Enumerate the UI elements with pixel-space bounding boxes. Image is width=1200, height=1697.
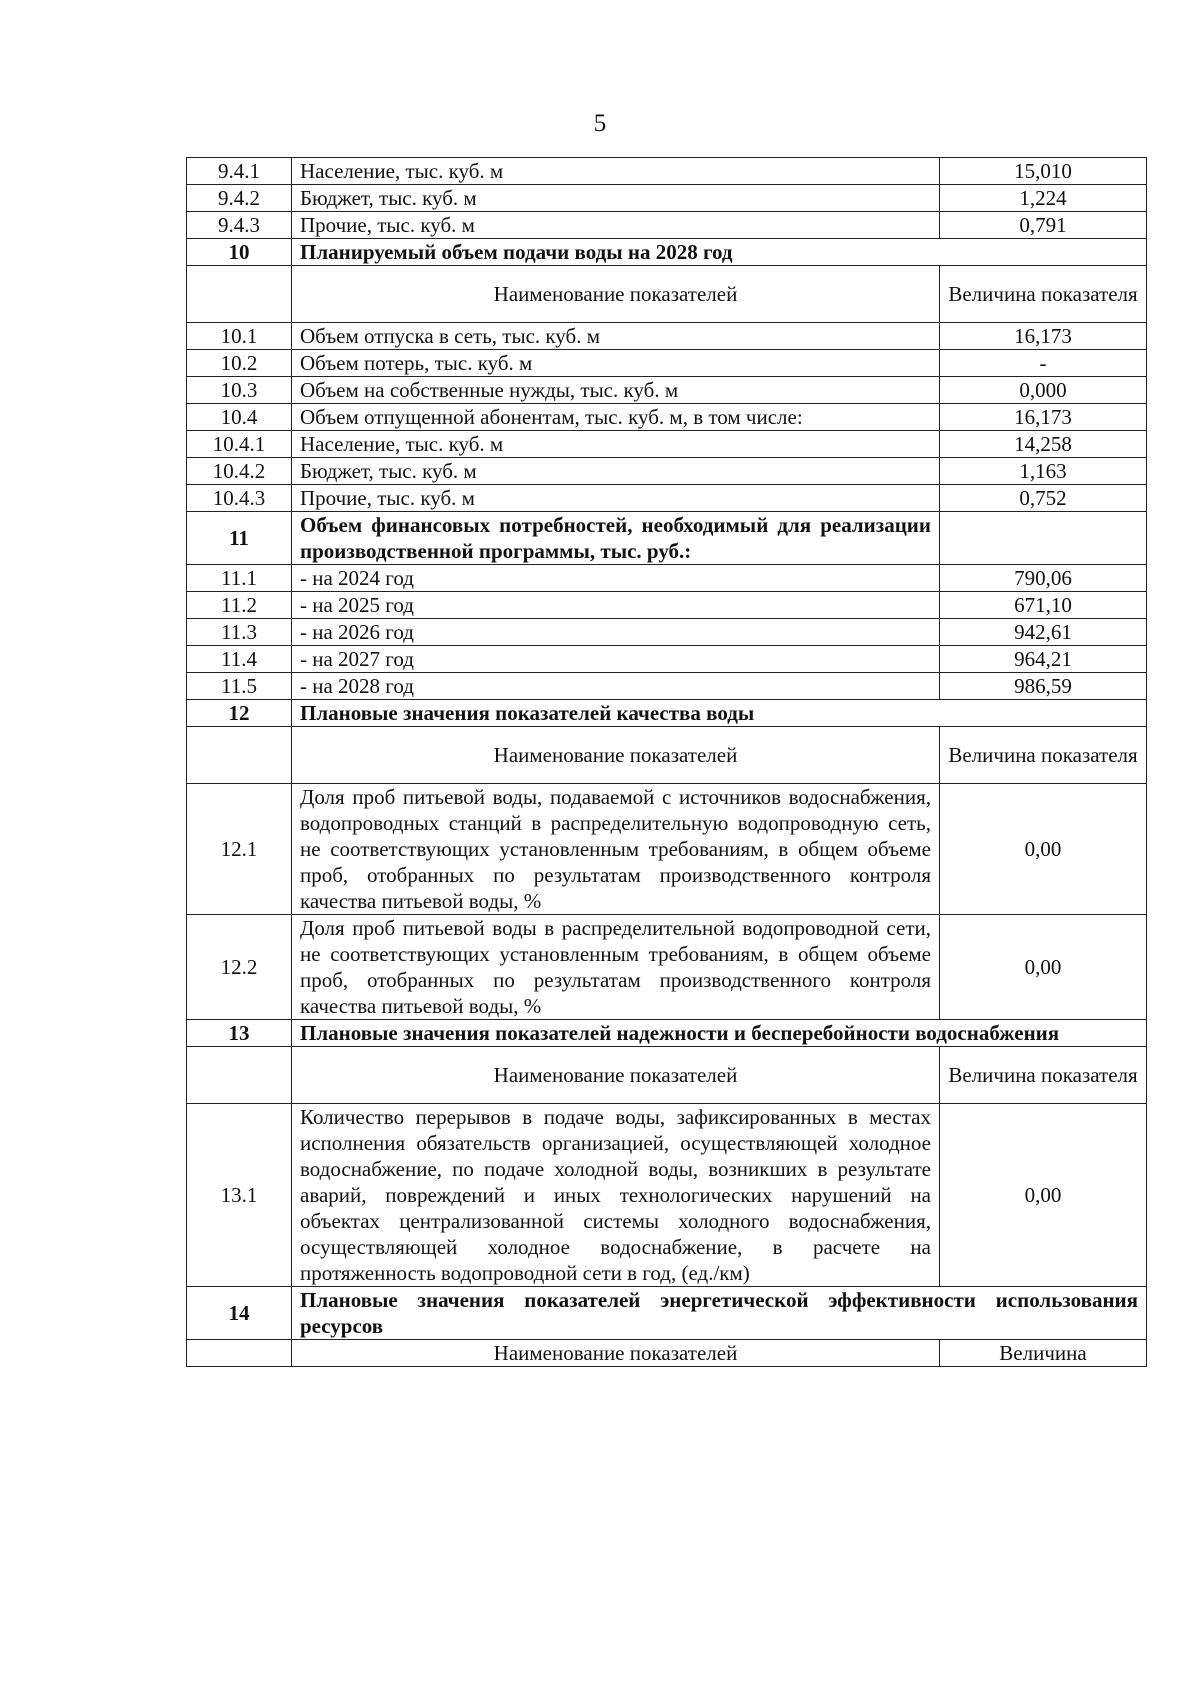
section-title: Объем финансовых потребностей, необходимый для реализации производственной программы, тыс. руб.: bbox=[292, 512, 940, 565]
table-row bbox=[187, 185, 1147, 212]
indicators-table bbox=[186, 157, 1147, 1367]
table-row bbox=[187, 915, 1147, 1020]
value-column-header: Величина показателя bbox=[940, 727, 1147, 784]
section-row bbox=[187, 1287, 1147, 1340]
table-row bbox=[187, 350, 1147, 377]
row-value: 1,163 bbox=[940, 458, 1147, 485]
row-name: Прочие, тыс. куб. м bbox=[292, 485, 940, 512]
table-row bbox=[187, 485, 1147, 512]
header-empty-cell bbox=[187, 266, 292, 323]
section-row bbox=[187, 239, 1147, 266]
row-name: Население, тыс. куб. м bbox=[292, 431, 940, 458]
row-value: 16,173 bbox=[940, 323, 1147, 350]
row-number: 10.4.1 bbox=[187, 431, 292, 458]
row-number: 11.4 bbox=[187, 646, 292, 673]
table-row bbox=[187, 158, 1147, 185]
table-row bbox=[187, 431, 1147, 458]
row-number: 11.3 bbox=[187, 619, 292, 646]
row-number: 9.4.3 bbox=[187, 212, 292, 239]
row-number: 11.5 bbox=[187, 673, 292, 700]
row-value: 790,06 bbox=[940, 565, 1147, 592]
row-name: - на 2024 год bbox=[292, 565, 940, 592]
row-name: Доля проб питьевой воды в распределительной водопроводной сети, не соответствующих установленным требованиям, в общем объеме проб, отобранных по результатам производственного контроля качества питьевой воды, % bbox=[292, 915, 940, 1020]
row-number: 12.2 bbox=[187, 915, 292, 1020]
row-name: Количество перерывов в подаче воды, зафиксированных в местах исполнения обязательств организацией, осуществляющей холодное водоснабжение, по подаче холодной воды, возникших в результате аварий, повреждений и иных технологических нарушений на объектах централизованной системы холодного водоснабжения, осуществляющей холодное водоснабжение, в расчете на протяженность водопроводной сети в год, (ед./км) bbox=[292, 1104, 940, 1287]
row-number: 11.2 bbox=[187, 592, 292, 619]
table-row bbox=[187, 1104, 1147, 1287]
name-column-header: Наименование показателей bbox=[292, 1340, 940, 1367]
section-number: 14 bbox=[187, 1287, 292, 1340]
column-header-row bbox=[187, 1340, 1147, 1367]
table-row bbox=[187, 646, 1147, 673]
table-row bbox=[187, 673, 1147, 700]
row-name: - на 2028 год bbox=[292, 673, 940, 700]
table-row bbox=[187, 565, 1147, 592]
name-column-header: Наименование показателей bbox=[292, 266, 940, 323]
row-number: 10.2 bbox=[187, 350, 292, 377]
section-title: Плановые значения показателей надежности и бесперебойности водоснабжения bbox=[292, 1020, 1147, 1047]
column-header-row bbox=[187, 266, 1147, 323]
table-row bbox=[187, 458, 1147, 485]
table-row bbox=[187, 212, 1147, 239]
row-number: 11.1 bbox=[187, 565, 292, 592]
row-name: Население, тыс. куб. м bbox=[292, 158, 940, 185]
table-row bbox=[187, 323, 1147, 350]
row-value: 986,59 bbox=[940, 673, 1147, 700]
table-row bbox=[187, 619, 1147, 646]
section-number: 12 bbox=[187, 700, 292, 727]
row-name: Прочие, тыс. куб. м bbox=[292, 212, 940, 239]
row-value: 942,61 bbox=[940, 619, 1147, 646]
row-value: 15,010 bbox=[940, 158, 1147, 185]
row-name: Бюджет, тыс. куб. м bbox=[292, 185, 940, 212]
row-number: 12.1 bbox=[187, 784, 292, 915]
section-title: Планируемый объем подачи воды на 2028 год bbox=[292, 239, 1147, 266]
table-row bbox=[187, 377, 1147, 404]
row-number: 10.1 bbox=[187, 323, 292, 350]
row-value: 14,258 bbox=[940, 431, 1147, 458]
header-empty-cell bbox=[187, 727, 292, 784]
row-value: 0,000 bbox=[940, 377, 1147, 404]
row-number: 10.4.3 bbox=[187, 485, 292, 512]
row-number: 10.3 bbox=[187, 377, 292, 404]
section-row bbox=[187, 700, 1147, 727]
row-value: 0,00 bbox=[940, 784, 1147, 915]
row-name: Доля проб питьевой воды, подаваемой с источников водоснабжения, водопроводных станций в распределительную водопроводную сеть, не соответствующих установленным требованиям, в общем объеме проб, отобранных по результатам производственного контроля качества питьевой воды, % bbox=[292, 784, 940, 915]
row-name: Объем потерь, тыс. куб. м bbox=[292, 350, 940, 377]
section-empty-value bbox=[940, 512, 1147, 565]
column-header-row bbox=[187, 727, 1147, 784]
row-value: 16,173 bbox=[940, 404, 1147, 431]
row-name: - на 2026 год bbox=[292, 619, 940, 646]
section-row bbox=[187, 1020, 1147, 1047]
row-number: 9.4.1 bbox=[187, 158, 292, 185]
row-value: 964,21 bbox=[940, 646, 1147, 673]
name-column-header: Наименование показателей bbox=[292, 1047, 940, 1104]
row-value: - bbox=[940, 350, 1147, 377]
row-number: 10.4 bbox=[187, 404, 292, 431]
section-row bbox=[187, 512, 1147, 565]
row-name: Объем отпуска в сеть, тыс. куб. м bbox=[292, 323, 940, 350]
section-number: 13 bbox=[187, 1020, 292, 1047]
section-title: Плановые значения показателей энергетической эффективности использования ресурсов bbox=[292, 1287, 1147, 1340]
value-column-header: Величина показателя bbox=[940, 266, 1147, 323]
row-value: 0,00 bbox=[940, 915, 1147, 1020]
section-number: 11 bbox=[187, 512, 292, 565]
row-name: - на 2025 год bbox=[292, 592, 940, 619]
table-row bbox=[187, 784, 1147, 915]
row-name: Объем на собственные нужды, тыс. куб. м bbox=[292, 377, 940, 404]
table-row bbox=[187, 404, 1147, 431]
section-number: 10 bbox=[187, 239, 292, 266]
row-number: 10.4.2 bbox=[187, 458, 292, 485]
row-name: - на 2027 год bbox=[292, 646, 940, 673]
row-number: 13.1 bbox=[187, 1104, 292, 1287]
page-number: 5 bbox=[593, 110, 607, 137]
table-row bbox=[187, 592, 1147, 619]
header-empty-cell bbox=[187, 1047, 292, 1104]
column-header-row bbox=[187, 1047, 1147, 1104]
row-value: 0,752 bbox=[940, 485, 1147, 512]
row-value: 0,791 bbox=[940, 212, 1147, 239]
header-empty-cell bbox=[187, 1340, 292, 1367]
row-number: 9.4.2 bbox=[187, 185, 292, 212]
row-value: 0,00 bbox=[940, 1104, 1147, 1287]
section-title: Плановые значения показателей качества воды bbox=[292, 700, 1147, 727]
value-column-header: Величина показателя bbox=[940, 1047, 1147, 1104]
row-name: Объем отпущенной абонентам, тыс. куб. м, в том числе: bbox=[292, 404, 940, 431]
name-column-header: Наименование показателей bbox=[292, 727, 940, 784]
row-value: 1,224 bbox=[940, 185, 1147, 212]
row-value: 671,10 bbox=[940, 592, 1147, 619]
row-name: Бюджет, тыс. куб. м bbox=[292, 458, 940, 485]
value-column-header: Величина bbox=[940, 1340, 1147, 1367]
